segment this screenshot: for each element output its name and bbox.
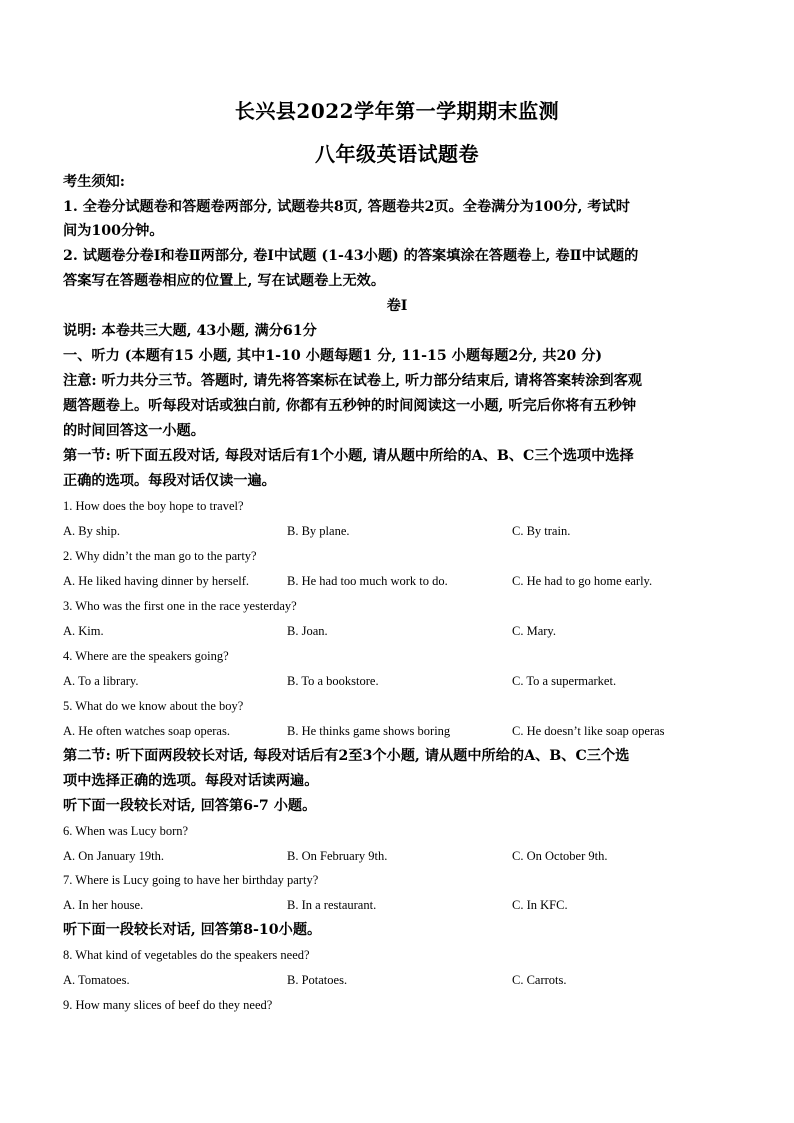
question-text: 5. What do we know about the boy? (63, 699, 244, 713)
option-a: A. In her house. (63, 898, 144, 912)
option-a: A. To a library. (63, 674, 139, 688)
option-a: A. By ship. (63, 524, 120, 538)
question-text: 1. How does the boy hope to travel? (63, 499, 244, 513)
exam-subtitle: 八年级英语试题卷 (315, 142, 479, 166)
dialog-heading: 听下面一段较长对话, 回答第6-7 小题。 (63, 798, 317, 814)
option-b: B. He had too much work to do. (287, 574, 448, 588)
notice-heading: 考生须知: (63, 174, 125, 190)
option-a: A. Kim. (63, 624, 104, 638)
option-c: C. Carrots. (512, 973, 567, 987)
part2-instruction: 第二节: 听下面两段较长对话, 每段对话后有2至3个小题, 请从题中所给的A、B、C三个选 (63, 748, 630, 764)
dialog-heading: 听下面一段较长对话, 回答第8-10小题。 (63, 922, 322, 938)
notice-item-2-cont: 答案写在答题卷相应的位置上, 写在试题卷上无效。 (63, 273, 386, 289)
question-text: 9. How many slices of beef do they need? (63, 998, 273, 1012)
option-b: B. He thinks game shows boring (287, 724, 451, 738)
attention-line: 的时间回答这一小题。 (63, 423, 205, 439)
question-text: 6. When was Lucy born? (63, 824, 189, 838)
notice-item-2: 2. 试题卷分卷Ⅰ和卷Ⅱ两部分, 卷Ⅰ中试题 (1-43小题) 的答案填涂在答题卷上, 卷Ⅱ中试题的 (63, 248, 639, 264)
option-c: C. On October 9th. (512, 849, 608, 863)
exam-title: 长兴县2022学年第一学期期末监测 (234, 99, 560, 123)
option-c: C. By train. (512, 524, 571, 538)
option-b: B. To a bookstore. (287, 674, 379, 688)
option-a: A. Tomatoes. (63, 973, 130, 987)
attention-line: 题答题卷上。听每段对话或独白前, 你都有五秒钟的时间阅读这一小题, 听完后你将有五秒钟 (63, 398, 637, 414)
option-a: A. He often watches soap operas. (63, 724, 230, 738)
question-text: 8. What kind of vegetables do the speakers need? (63, 948, 310, 962)
part2-instruction-cont: 项中选择正确的选项。每段对话读两遍。 (63, 773, 319, 789)
volume-explanation: 说明: 本卷共三大题, 43小题, 满分61分 (63, 323, 317, 339)
option-b: B. In a restaurant. (287, 898, 377, 912)
question-text: 3. Who was the first one in the race yesterday? (63, 599, 297, 613)
section-heading-listening: 一、听力 (本题有15 小题, 其中1-10 小题每题1 分, 11-15 小题每题2分, 共20 分) (63, 348, 603, 364)
option-c: C. In KFC. (512, 898, 568, 912)
option-b: B. By plane. (287, 524, 350, 538)
notice-item-1: 1. 全卷分试题卷和答题卷两部分, 试题卷共8页, 答题卷共2页。全卷满分为100分, 考试时 (63, 199, 630, 215)
option-a: A. On January 19th. (63, 849, 165, 863)
option-b: B. Potatoes. (287, 973, 348, 987)
part1-instruction-cont: 正确的选项。每段对话仅读一遍。 (63, 473, 276, 489)
option-c: C. Mary. (512, 624, 556, 638)
part1-instruction: 第一节: 听下面五段对话, 每段对话后有1个小题, 请从题中所给的A、B、C三个选项中选择 (63, 448, 634, 464)
volume-label: 卷Ⅰ (386, 298, 408, 314)
attention-line: 注意: 听力共分三节。答题时, 请先将答案标在试卷上, 听力部分结束后, 请将答案转涂到客观 (63, 373, 642, 389)
option-c: C. To a supermarket. (512, 674, 617, 688)
question-text: 2. Why didn’t the man go to the party? (63, 549, 257, 563)
question-text: 7. Where is Lucy going to have her birthday party? (63, 873, 319, 887)
option-b: B. On February 9th. (287, 849, 388, 863)
option-c: C. He had to go home early. (512, 574, 653, 588)
option-a: A. He liked having dinner by herself. (63, 574, 250, 588)
option-c: C. He doesn’t like soap operas (512, 724, 665, 738)
question-text: 4. Where are the speakers going? (63, 649, 229, 663)
notice-item-1-cont: 间为100分钟。 (63, 223, 164, 239)
option-b: B. Joan. (287, 624, 328, 638)
